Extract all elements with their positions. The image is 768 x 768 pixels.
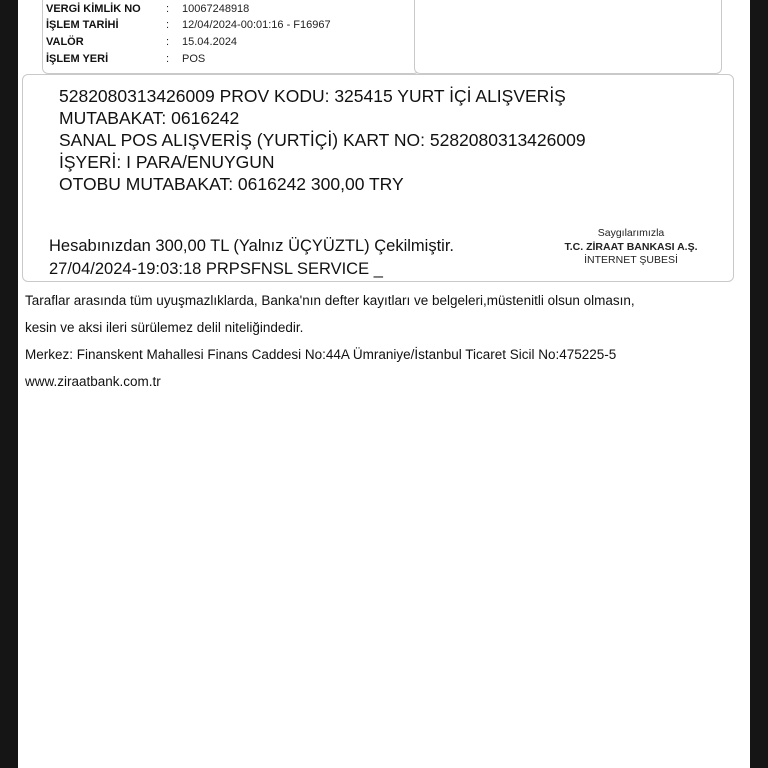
footer-disclaimer-line1: Taraflar arasında tüm uyuşmazlıklarda, Banka'nın defter kayıtları ve belgeleri,müstenitli olsun olmasın, bbox=[25, 293, 635, 308]
detail-line: MUTABAKAT: 0616242 bbox=[59, 108, 240, 128]
signature-greeting: Saygılarımızla bbox=[597, 227, 665, 239]
info-colon: : bbox=[166, 36, 170, 48]
info-label: VALÖR bbox=[46, 36, 84, 48]
detail-line: İŞYERİ: I PARA/ENUYGUN bbox=[59, 152, 275, 172]
signature-bank-name: T.C. ZİRAAT BANKASI A.Ş. bbox=[564, 241, 698, 253]
info-label: İŞLEM YERİ bbox=[46, 53, 109, 65]
info-value: 15.04.2024 bbox=[182, 36, 238, 48]
info-value: 12/04/2024-00:01:16 - F16967 bbox=[182, 19, 331, 31]
detail-line: OTOBU MUTABAKAT: 0616242 300,00 TRY bbox=[59, 174, 404, 194]
bank-signature bbox=[543, 227, 719, 267]
detail-line: 5282080313426009 PROV KODU: 325415 YURT İÇİ ALIŞVERİŞ bbox=[59, 86, 566, 106]
info-value: 10067248918 bbox=[182, 3, 250, 15]
receipt-page bbox=[18, 0, 750, 768]
info-colon: : bbox=[166, 53, 170, 65]
signature-branch: İNTERNET ŞUBESİ bbox=[584, 254, 678, 266]
info-colon: : bbox=[166, 3, 170, 15]
footer-website: www.ziraatbank.com.tr bbox=[25, 374, 161, 389]
footer-disclaimer-line2: kesin ve aksi ileri sürülemez delil niteliğindedir. bbox=[25, 320, 304, 335]
info-colon: : bbox=[166, 19, 170, 31]
info-label: VERGİ KİMLİK NO bbox=[46, 3, 141, 15]
legal-footer bbox=[25, 287, 745, 395]
info-value: POS bbox=[182, 53, 206, 65]
withdrawal-time-line: 27/04/2024-19:03:18 PRPSFNSL SERVICE _ bbox=[49, 260, 383, 278]
transaction-detail bbox=[59, 85, 586, 195]
transaction-box bbox=[22, 74, 734, 282]
withdrawal-amount-line: Hesabınızdan 300,00 TL (Yalnız ÜÇYÜZTL) Çekilmiştir. bbox=[49, 237, 455, 255]
detail-line: SANAL POS ALIŞVERİŞ (YURTİÇİ) KART NO: 5282080313426009 bbox=[59, 130, 586, 150]
empty-info-box bbox=[414, 0, 722, 74]
footer-address: Merkez: Finanskent Mahallesi Finans Caddesi No:44A Ümraniye/İstanbul Ticaret Sicil No:475225-5 bbox=[25, 347, 617, 362]
withdrawal-notice bbox=[49, 235, 454, 281]
info-label: İŞLEM TARİHİ bbox=[46, 19, 119, 31]
